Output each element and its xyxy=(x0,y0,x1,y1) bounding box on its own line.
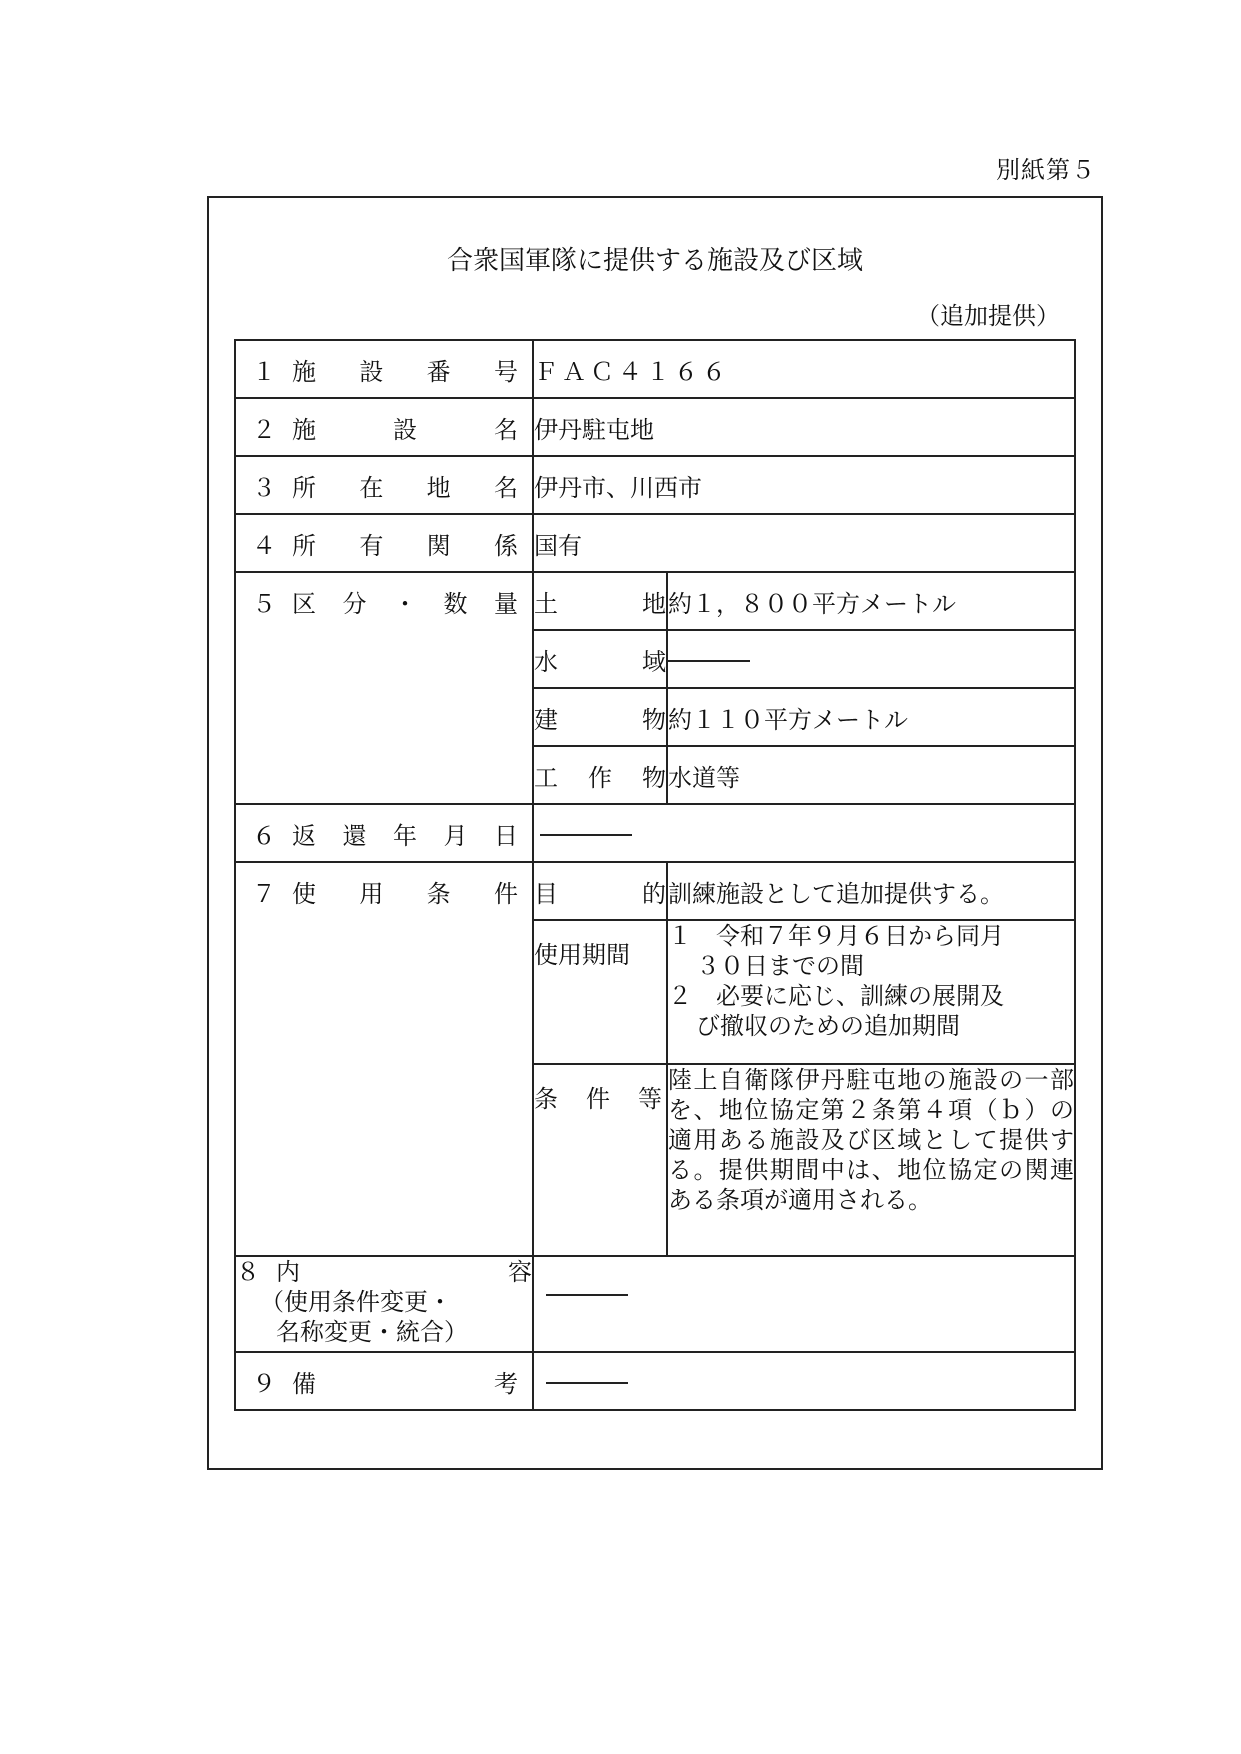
conditions-value: 陸上自衛隊伊丹駐屯地の施設の一部を、地位協定第２条第４項（ｂ）の適用ある施設及び区域として提供する。提供期間中は、地位協定の関連ある条項が適用される。 xyxy=(667,1064,1075,1256)
facility-number-value: ＦＡＣ４１６６ xyxy=(533,340,1075,398)
row-usage-conditions: ７ 使 用 条 件 目 的 訓練施設として追加提供する。 xyxy=(235,862,1075,920)
row-label: 使 用 条 件 xyxy=(292,879,518,908)
none-dash xyxy=(540,834,632,836)
sub-label-purpose: 目 的 xyxy=(533,862,667,920)
document-title: 合衆国軍隊に提供する施設及び区域 xyxy=(446,246,863,276)
sub-label-structures: 工 作 物 xyxy=(533,746,667,804)
remarks-value xyxy=(533,1352,1075,1410)
row-label: 備 考 xyxy=(292,1369,518,1398)
row-facility-number: １ 施 設 番 号 ＦＡＣ４１６６ xyxy=(235,340,1075,398)
structures-value: 水道等 xyxy=(667,746,1075,804)
ownership-value: 国有 xyxy=(533,514,1075,572)
purpose-value: 訓練施設として追加提供する。 xyxy=(667,862,1075,920)
row-label: 返 還 年 月 日 xyxy=(292,821,518,850)
facility-name-value: 伊丹駐屯地 xyxy=(533,398,1075,456)
sub-label-building: 建 物 xyxy=(533,688,667,746)
building-value: 約１１０平方メートル xyxy=(667,688,1075,746)
row-label: 所 有 関 係 xyxy=(292,531,518,560)
sub-label-water: 水 域 xyxy=(533,630,667,688)
row-label: 施 設 番 号 xyxy=(292,357,518,386)
row-facility-name: ２ 施 設 名 伊丹駐屯地 xyxy=(235,398,1075,456)
return-date-value xyxy=(533,804,1075,862)
row-ownership: ４ 所 有 関 係 国有 xyxy=(235,514,1075,572)
sub-label-land: 土 地 xyxy=(533,572,667,630)
none-dash xyxy=(546,1294,628,1296)
document-subtitle: （追加提供） xyxy=(916,302,1060,330)
facility-table xyxy=(234,339,1076,1411)
row-label: 区 分 ・ 数 量 xyxy=(292,589,518,618)
row-location: ３ 所 在 地 名 伊丹市、川西市 xyxy=(235,456,1075,514)
period-value: １ 令和７年９月６日から同月 ３０日までの間 ２ 必要に応じ、訓練の展開及 び撤収のための追加期間 xyxy=(667,920,1075,1064)
row-category-quantity: ５ 区 分 ・ 数 量 土 地 約１，８００平方メートル xyxy=(235,572,1075,630)
location-value: 伊丹市、川西市 xyxy=(533,456,1075,514)
content-label: ８ 内 容 （使用条件変更・ 名称変更・統合） xyxy=(235,1256,533,1352)
sub-label-conditions: 条 件 等 xyxy=(533,1064,667,1256)
row-content xyxy=(235,1256,1075,1352)
row-return-date: ６ 返 還 年 月 日 xyxy=(235,804,1075,862)
sub-label-period: 使用期間 xyxy=(533,920,667,1064)
row-label: 所 在 地 名 xyxy=(292,473,518,502)
row-label: 施 設 名 xyxy=(292,415,518,444)
row-remarks: ９ 備 考 xyxy=(235,1352,1075,1410)
land-value: 約１，８００平方メートル xyxy=(667,572,1075,630)
water-value xyxy=(667,630,1075,688)
content-value xyxy=(533,1256,1075,1352)
none-dash xyxy=(546,1382,628,1384)
annex-label: 別紙第５ xyxy=(996,156,1096,184)
none-dash xyxy=(668,660,750,662)
